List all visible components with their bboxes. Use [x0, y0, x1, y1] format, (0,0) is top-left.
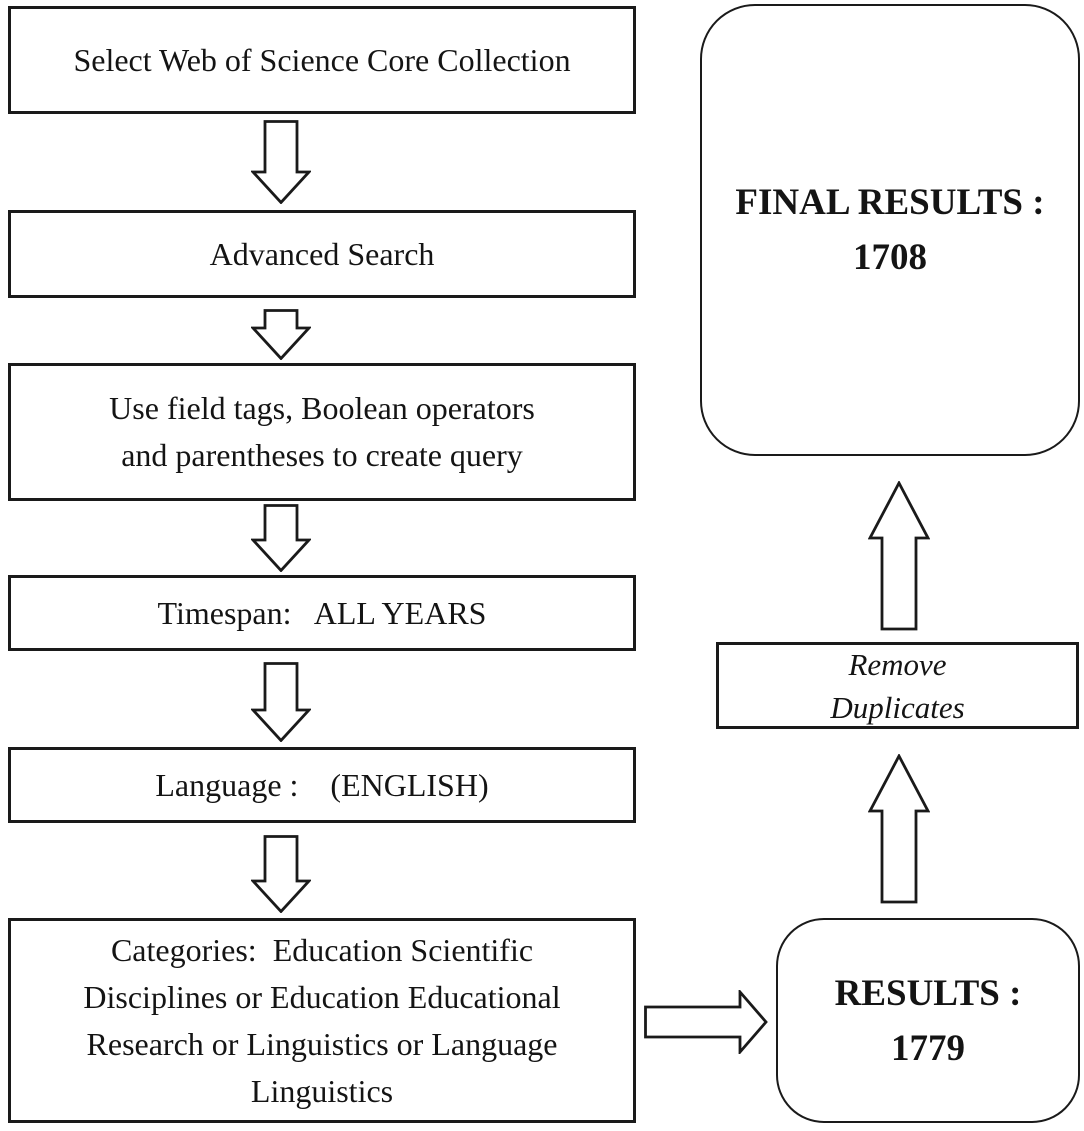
step-box-select-core-collection	[8, 6, 636, 114]
step-label: Linguistics	[250, 1072, 394, 1109]
up-arrow-icon-remove-duplicates-to-final	[868, 481, 930, 631]
step-label: Disciplines or Education Educational	[83, 978, 561, 1015]
remove-duplicates-label: Duplicates	[830, 689, 965, 725]
step-label: Advanced Search	[209, 235, 435, 272]
step-label: and parentheses to create query	[121, 437, 523, 473]
step-label: Language : (ENGLISH)	[155, 766, 489, 803]
up-arrow-icon-results-to-remove-duplicates	[868, 754, 930, 904]
down-arrow-icon-language-to-categories	[251, 835, 311, 913]
step-box-categories	[8, 918, 636, 1123]
step-box-language	[8, 747, 636, 823]
right-arrow-icon-categories-to-results	[644, 990, 768, 1054]
down-arrow-icon-advanced-to-query	[251, 309, 311, 360]
down-arrow-icon-timespan-to-language	[251, 662, 311, 742]
down-arrow-icon-select-to-advanced	[251, 120, 311, 204]
step-label: Select Web of Science Core Collection	[73, 41, 571, 78]
results-label: RESULTS :	[834, 972, 1022, 1014]
remove-duplicates-label: Remove	[848, 646, 947, 682]
step-label: Categories: Education Scientific	[110, 931, 534, 968]
down-arrow-icon-query-to-timespan	[251, 504, 311, 572]
step-box-create-query	[8, 363, 636, 501]
results-count: 1779	[891, 1027, 965, 1069]
final-results-node	[700, 4, 1080, 456]
step-box-timespan	[8, 575, 636, 651]
step-label: Use field tags, Boolean operators	[109, 390, 535, 426]
remove-duplicates-box	[716, 642, 1079, 729]
step-label: Timespan: ALL YEARS	[157, 594, 487, 631]
final-results-count: 1708	[853, 237, 927, 278]
final-results-label: FINAL RESULTS :	[735, 182, 1045, 223]
step-label: Research or Linguistics or Language	[86, 1025, 558, 1062]
results-node	[776, 918, 1080, 1123]
step-box-advanced-search	[8, 210, 636, 298]
